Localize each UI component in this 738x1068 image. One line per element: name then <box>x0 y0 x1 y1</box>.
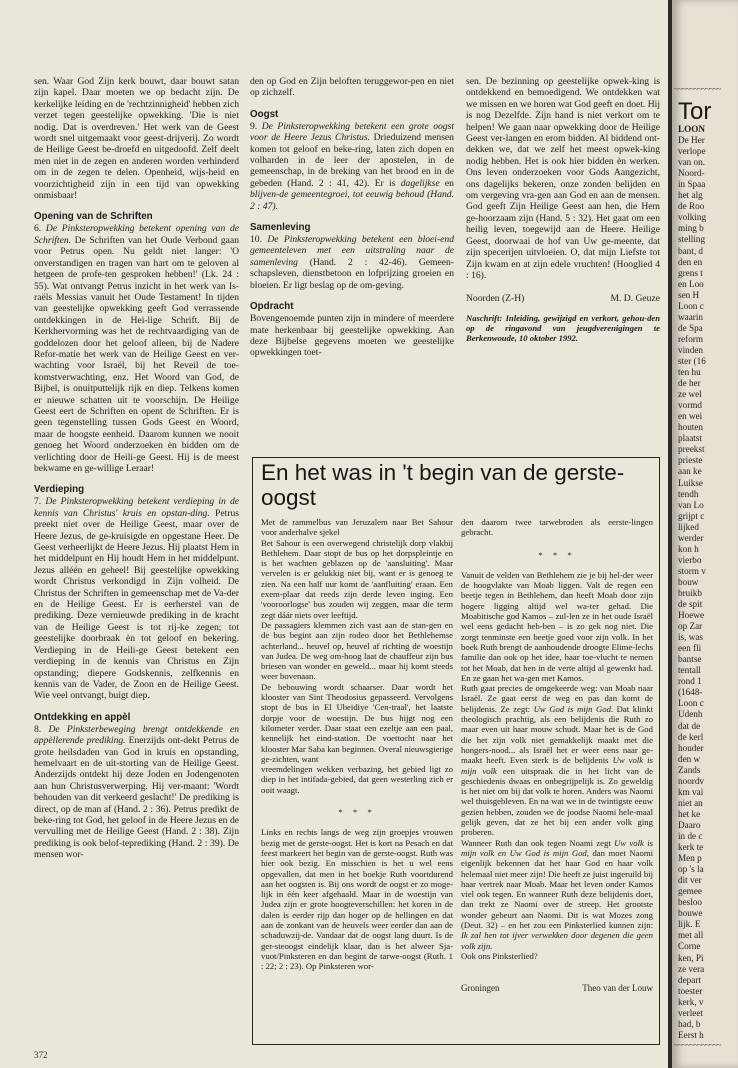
text-line-fragment: van on. <box>678 157 706 168</box>
text-line-fragment: kerk te <box>678 842 704 853</box>
text-line-fragment: en Loo <box>678 278 704 289</box>
text-line-fragment: besloo <box>678 897 702 908</box>
text-line-fragment: grijpt c <box>678 510 705 521</box>
clipped-text-column <box>678 124 738 1041</box>
text-line-fragment: kon h <box>678 543 699 554</box>
paragraph: 10. De Pinksteropwekking betekent een bloei-end gemeenteleven met een uitstraling naar de samenleving (Hand. 2 : 42-46). Gemeen-schapsleven, dienstbetoon en lofprijzing groeien en bloeien. Er ligt beslag op de om-geving. <box>250 234 454 291</box>
text-line-fragment: bouwe <box>678 908 703 919</box>
text-line-fragment: bruikb <box>678 587 702 598</box>
text-line-fragment: grens t <box>678 267 703 278</box>
text-line-fragment: in de c <box>678 831 703 841</box>
paragraph: den op God en Zijn beloften teruggewor-pen en niet op zichzelf. <box>250 76 454 99</box>
text-line-fragment: Zands <box>678 764 701 775</box>
text-line-fragment: Loon c <box>678 698 704 709</box>
text-line-fragment: en wei <box>678 411 703 422</box>
section-heading: Verdieping <box>34 484 85 496</box>
text-line-fragment: vinden <box>678 344 704 355</box>
column-1 <box>34 76 239 861</box>
text-line-fragment: Udenh <box>678 709 703 720</box>
paragraph: Links en rechts langs de weg zijn groepjes vrouwen bezig met de gerste-oogst. Het is kort na Pesach en dat feest markeert het begin van de gerste-oogst. Ruth was hier ook bezig. En misschien is het u wel eens opgevallen, dat men in het boekje Ruth voortdurend aan het oogsten is. Bij ons wordt de oogst er zo moge-lijk in één keer afgehaald. Maar in de woestijn van Judea zijn er grote hoogteverschillen: het koren in de dalen is eerder rijp dan hoger op de hellingen en dat aan de zonkant van de heuvels weer eerder dan aan de schaduwzij-de. Vandaar dat de oogst lang duurt. Is de ger-steoogst eindelijk klaar, dan is het alweer Sja-vuot/Pinksteren en dan begint de tarwe-oogst (Ruth. 1 : 22; 2 : 23). Op Pinksteren wor- <box>261 827 453 972</box>
boxed-article <box>252 457 660 1045</box>
text-line-fragment: een fli <box>678 643 702 654</box>
text-line-fragment: reform <box>678 333 703 344</box>
section-heading: Opening van de Schriften <box>34 211 153 223</box>
section-heading: Opdracht <box>250 301 294 313</box>
ornament: ~~~~~~~~~~~~ <box>674 1040 721 1050</box>
paragraph: Bovengenoemde punten zijn in mindere of meerdere mate herkenbaar bij geestelijke opwekking. Aan deze Bijbelse gegevens moeten we geestelijke opwekkingen toet- <box>250 313 454 359</box>
text-line-fragment: dat de <box>678 720 701 731</box>
section-divider: * * * <box>538 549 576 560</box>
text-line-fragment: had, b <box>678 1018 701 1029</box>
text-line-fragment: Noord- <box>678 168 705 179</box>
column-3 <box>466 76 660 343</box>
text-line-fragment: storm v <box>678 565 706 576</box>
text-line-fragment: Eerst h <box>678 1029 704 1040</box>
text-line-fragment: sen H <box>678 289 700 300</box>
paragraph: den daarom twee tarwebroden als eerste-lingen gebracht. <box>461 517 653 538</box>
paragraph: Wanneer Ruth dan ook tegen Noami zegt Uw volk is mijn volk en Uw God is mijn God, dan moet Naomi eigenlijk bekennen dat het haar God en haar volk helemaal niet meer zijn! Die heeft ze juist ingeruild bij haar vertrek naar Moab. Maar het leven onder Kamos viel ook tegen. En wanneer Ruth deze belijdenis doet, dan trekt ze Naomi over de streep. Het grootste wonder gebeurt aan Naomi. Dit is wat Mozes zong (Deut. 32) – en het zou een Pinksterlied kunnen zijn: Ik zal hen tot ijver verwekken door degenen die geen volk zijn. <box>461 837 653 951</box>
paragraph: Ruth gaat precies de omgekeerde weg: van Moab naar Israël. Ze gaat eerst de weg en pas dan komt de belijdenis. Ze zegt: Uw God is mijn God. Dat klinkt theologisch prachtig, als een belijdenis die Ruth zo maar even uit haar mouw schudt. Maar het is de God die het zijn volk niet gemakkelijk maakt met die hongers-nood... als Israël het er weer eens naar ge-maakt heeft. Even sterk is de belijdenis Uw volk is mijn volk een uitspraak die in het licht van de geschiedenis dwaas en onbegrijpelijk is. Zo geweldig is het niet om bij dat volk te horen. Anders was Naomi wel thuisgebleven. En na wat we in de twintigste eeuw gezien hebben, zouden we de joodse Naomi hele-maal gelijk geven, dat ze het bij een ander volk ging proberen. <box>461 683 653 838</box>
text-line-fragment: preekst <box>678 444 705 455</box>
text-line-fragment: de her <box>678 378 701 389</box>
text-line-fragment: prieste <box>678 455 703 466</box>
text-line-fragment: dit ver <box>678 875 702 886</box>
text-line-fragment: stelling <box>678 234 706 245</box>
text-line-fragment: de kerl <box>678 731 704 742</box>
text-line-fragment: gemee <box>678 886 702 897</box>
text-line-fragment: rond 1 <box>678 676 702 687</box>
signature-line <box>466 293 660 304</box>
section-heading: Samenleving <box>250 222 311 234</box>
paragraph: 9. De Pinksteropwekking betekent een grote oogst voor de Heere Jezus Christus. Drieduizend mensen komen tot geloof en beke-ring, laten zich dopen en volharden in de leer der apostelen, in de gemeenschap, in de breking van het brood en in de gebeden (Hand. 2 : 41, 42). Er is dagelijkse en blijven-de gemeentegroei, tot eeuwig behoud (Hand. 2 : 47). <box>250 120 454 212</box>
text-line-fragment: ming b <box>678 223 704 234</box>
paragraph: sen. De bezinning op geestelijke opwek-king is ontdekkend en bemoedigend. We ontdekken wat we missen en we horen wat God geeft en doet. Hij is nog Dezelfde. Zijn hand is niet verkort om te helpen! We gaan naar opwekking door de Heilige Geest ver-langen en erom bidden. Al biddend ont-dekken we, dat we zelf het meest opwek-king nodig hebben. Het is ook hier bidden èn werken. Ons leven onderzoeken voor Gods Aangezicht, ons dagelijks bekeren, onze zonden belijden en om vergeving vra-gen aan God en aan de mensen. God geeft Zijn Heilige Geest aan hen, die Hem ge-hoorzaam zijn (Hand. 5 : 32). Het gaat om een heilig leven, toegewijd aan de Heere. Heilige Geest, doorwaai de hof van Uw ge-meente, dat zijn specerijen uitvloeien. O, dat mijn Liefste tot Zijn kwam en at zijn edele vruchten! (Hooglied 4 : 16). <box>466 76 660 281</box>
text-line-fragment: de spit <box>678 599 703 610</box>
text-line-fragment: waarin <box>678 311 703 322</box>
text-line-fragment: km vai <box>678 786 704 797</box>
text-line-fragment: ten hu <box>678 367 701 378</box>
text-line-fragment: toester <box>678 985 703 996</box>
paragraph: De bebouwing wordt schaarser. Daar wordt het klooster van Sint Theodosius gepasseerd. Vervolgens stopt de bus in El Ubeidiye 'Cen-traal', het laatste dorpje voor de woestijn. De bus hijgt nog een kilometer verder. Daar staat een ezeltje aan een paal, kennelijk het eind-station. De voettocht naar het klooster Mar Saba kan beginnen. Overal nieuwsgierige ge-zichten, want <box>261 681 453 764</box>
paragraph: Vanuit de velden van Bethlehem zie je bij hel-der weer de hoogvlakte van Moab liggen. Valt de regen een beetje tegen in Bethlehem, dan heeft Moab door zijn hogere ligging altijd wel wa-ter gehad. Die Moabitische god Kamos – zul-len ze in het oude Israël wel eens gedacht heb-ben – is zo gek nog niet. Die zorgt tenminste een beetje goed voor zijn volk. In het boek Ruth brengt de aanhoudende droogte Elime-lechs familie dan ook op het idee, haar toe-vlucht te nemen tot het Moab, dat hen in de verte altijd al gewenkt had. En ze gaan het wa-gen met Kamos. <box>461 569 653 683</box>
text-line-fragment: lijked <box>678 521 699 532</box>
text-line-fragment: houten <box>678 422 704 433</box>
page-number: 372 <box>34 1050 48 1060</box>
text-line-fragment: werder <box>678 532 704 543</box>
text-line-fragment: Corne <box>678 941 701 952</box>
text-line-fragment: Men p <box>678 853 702 864</box>
paragraph: De passagiers klemmen zich vast aan de stan-gen en de bus begint aan zijn rodeo door het Bethlehemse achterland... heuvel op, heuvel af richting de woestijn van Judea. De weg om-hoog laat de chauffeur zijn bus briesen van wonder en geweld... maar hij komt steeds weer bovenaan. <box>261 619 453 682</box>
text-line-fragment: vormd <box>678 400 702 411</box>
column-2 <box>250 76 454 359</box>
text-line-fragment: in Spaa <box>678 179 706 190</box>
text-line-fragment: noordv <box>678 775 705 786</box>
section-heading: Ontdekking en appèl <box>34 711 131 723</box>
text-line-fragment: lijk. E <box>678 919 701 930</box>
signature-line <box>461 983 653 993</box>
ornament: ~~~~~~~~~~~~ <box>674 84 721 94</box>
postscript: Naschrift: Inleiding, gewijzigd en verkort, gehou-den op de ringavond van jeugdverenigingen te Berkenwoude, 10 oktober 1992. <box>466 312 660 344</box>
text-line-fragment: verleet <box>678 1007 703 1018</box>
text-line-fragment: ze vera <box>678 963 705 974</box>
text-line-fragment: met all <box>678 930 704 941</box>
text-line-fragment: tendh <box>678 488 699 499</box>
text-line-fragment: op Zar <box>678 621 703 632</box>
author: Theo van der Louw <box>582 983 653 994</box>
text-line-fragment: depart <box>678 974 701 985</box>
article-title: En het was in 't begin van de gerste-oogst <box>261 460 625 510</box>
paragraph: Bet Sahour is een overwegend christelijk dorp vlakbij Bethlehem. Daar stopt de bus op het dorpspleintje en is het wachten geblazen op de 'aansluiting'. Maar vervelen is er gelukkig niet bij, want er is genoeg te zien. Na een half uur komt de 'aanfluiting' eraan. Een exem-plaar dat reeds zijn derde leven inging. Een 'vooroorlogse' bus zouden wij zeggen, maar die term zegt dáár niets over leeftijd. <box>261 537 453 620</box>
text-line-fragment: LOON <box>678 124 706 134</box>
text-line-fragment: het ke <box>678 808 701 819</box>
text-line-fragment: Luikse <box>678 477 704 488</box>
text-line-fragment: Loon c <box>678 300 704 311</box>
text-line-fragment: is, was <box>678 632 704 643</box>
section-divider: * * * <box>338 807 376 818</box>
place: Noorden (Z-H) <box>466 293 525 305</box>
box-column-right <box>461 517 653 993</box>
place: Groningen <box>461 983 500 994</box>
paragraph: 8. De Pinksterbeweging brengt ontdekkende en appèllerende prediking. Enerzijds ont-dekt Petrus de grote heilsdaden van God in kruis en opstanding, hemelvaart en de uit-storting van de Heilige Geest. Anderzijds ontdekt hij deze Joden en Jodengenoten aan hun Christusverwerping. Hij ver-maant: 'Wordt behouden van dit verkeerd geslacht!' De prediking is direct, op de man af (Hand. 2 : 36). Petrus predikt de beke-ring tot God, het geloof in de Heere Jezus en de vervulling met de Heilige Geest (Hand. 2 : 38). Zijn prediking is ook belof-teprediking (Hand. 2 : 39). De mensen wor- <box>34 723 239 861</box>
paragraph: vreemdelingen wekken verbazing, het gebied ligt zo diep in het intifada-gebied, dat geen westerling zich er ooit waagt. <box>261 764 453 795</box>
section-heading: Oogst <box>250 108 279 120</box>
text-line-fragment: volking <box>678 212 707 223</box>
text-line-fragment: vierbo <box>678 554 702 565</box>
text-line-fragment: bouw <box>678 576 699 587</box>
text-line-fragment: den en <box>678 256 703 267</box>
text-line-fragment: tentall <box>678 665 701 676</box>
text-line-fragment: aan ke <box>678 466 702 477</box>
text-line-fragment: ster (16 <box>678 355 706 366</box>
text-line-fragment: (1648- <box>678 687 703 698</box>
text-line-fragment: houder <box>678 742 704 753</box>
text-line-fragment: Hoewe <box>678 610 705 621</box>
text-line-fragment: niet an <box>678 797 703 808</box>
box-column-left <box>261 517 453 971</box>
paragraph: 6. De Pinksteropwekking betekent opening van de Schriften. De Schriften van het Oude Verbond gaan voor Petrus open. Nu geldt niet langer: 'O onverstandigen en tragen van hart om te geloven al hetgeen de profe-ten gesproken hebben!' (Lk. 24 : 55). Wat ontvangt Petrus inzicht in het werk van Is-raëls Messias vanuit het Oude Testament! In tijden van geestelijke opwekking geeft God verrassende ontdekkingen in de Hei-lige Schrift. Bij de Kerkhervorming was het de rechtvaardiging van de goddelozen door het geloof alleen, bij de Nadere Refor-matie het werk van de Heilige Geest en ver-wachting voor Israël, bij het Reveil de toe-komstverwachting, enz. Het Woord van God, de Bijbel, is onuitputtelijk rijk en diep. Telkens komen er nieuwe schatten uit te voorschijn. De Heilige Geest eert de Schriften en opent de Schriften. Er is geen tegenstelling tussen Gods Geest en Woord, maar de hoogste eenheid. Daarom kunnen we nooit genoeg het Woord onderzoeken èn bidden om de verlichting door de Heili-ge Geest. Hij is de meest bekwame en ge-willige Leraar! <box>34 223 240 474</box>
text-line-fragment: ken, Pi <box>678 952 704 963</box>
article-title-fragment: Tor <box>678 98 712 125</box>
text-line-fragment: den w <box>678 753 701 764</box>
text-line-fragment: Daaro <box>678 819 701 830</box>
text-line-fragment: verlope <box>678 146 706 157</box>
author: M. D. Geuze <box>610 293 660 305</box>
text-line-fragment: ze wel <box>678 389 702 400</box>
text-line-fragment: van Lo <box>678 499 704 510</box>
paragraph: Met de rammelbus van Jeruzalem naar Bet Sahour voor anderhalve sjekel <box>261 517 453 538</box>
text-line-fragment: het alg <box>678 190 703 201</box>
text-line-fragment: plaatst <box>678 433 702 444</box>
paragraph: 7. De Pinksteropwekking betekent verdieping in de kennis van Christus' kruis en opstan-ding. Petrus preekt niet over de Heilige Geest, maar over de Heere Jezus, de ge-kruisigde en opgestane Heer. De Geest verheerlijkt de Heere Jezus. Hij plaatst Hem in het middelpunt en Hij houdt Hem in het middelpunt. Jezus alléén en geheel! Bij geestelijke opwekking wordt Christus verkondigd in Zijn volheid. De Christus der Schriften in gemeenschap met de Va-der en de Heilige Geest. Er is eerherstel van de prediking. Deze vernieuwde prediking in de kracht van de Heilige Geest is tot rij-ke zegen; tot geestelijke doorbraak èn tot geloof en bekering. Verdieping in de Heili-ge Geest betekent een verdieping in de kennis van Christus en Zijn opstanding; diepere Godskennis, zelfkennis en kennis van de Vader, de Zoon en de Heilige Geest. Wie veel ontvangt, buigt diep. <box>34 496 240 702</box>
paragraph: sen. Waar God Zijn kerk bouwt, daar bouwt satan zijn kapel. Daar moeten we op bedacht zijn. De kerkelijke leiding en de 'rechtzinnigheid' hebben zich verzet tegen geestelijke opwekking. 'Die is niet nodig. Dat is overdreven.' Het werk van de Geest wordt snel uitgemaakt voor geest-drijverij. Zo wordt de Heilige Geest be-droefd en uitgedoofd. Zelf deelt men niet in de zegen en anderen worden verhinderd om in de zegen te delen. Openheid, wijs-heid en voorzichtigheid zijn in een tijd van opwekking onmisbaar! <box>34 76 239 202</box>
paragraph: Ook ons Pinksterlied? <box>461 950 538 961</box>
facing-page-edge <box>672 0 738 1068</box>
text-line-fragment: de Spa <box>678 322 703 333</box>
text-line-fragment: bantse <box>678 654 702 665</box>
text-line-fragment: op 's la <box>678 864 704 875</box>
text-line-fragment: kerk, v <box>678 996 704 1007</box>
text-line-fragment: bant, d <box>678 245 704 256</box>
text-line-fragment: De Her <box>678 135 705 146</box>
text-line-fragment: de Roo <box>678 201 705 212</box>
